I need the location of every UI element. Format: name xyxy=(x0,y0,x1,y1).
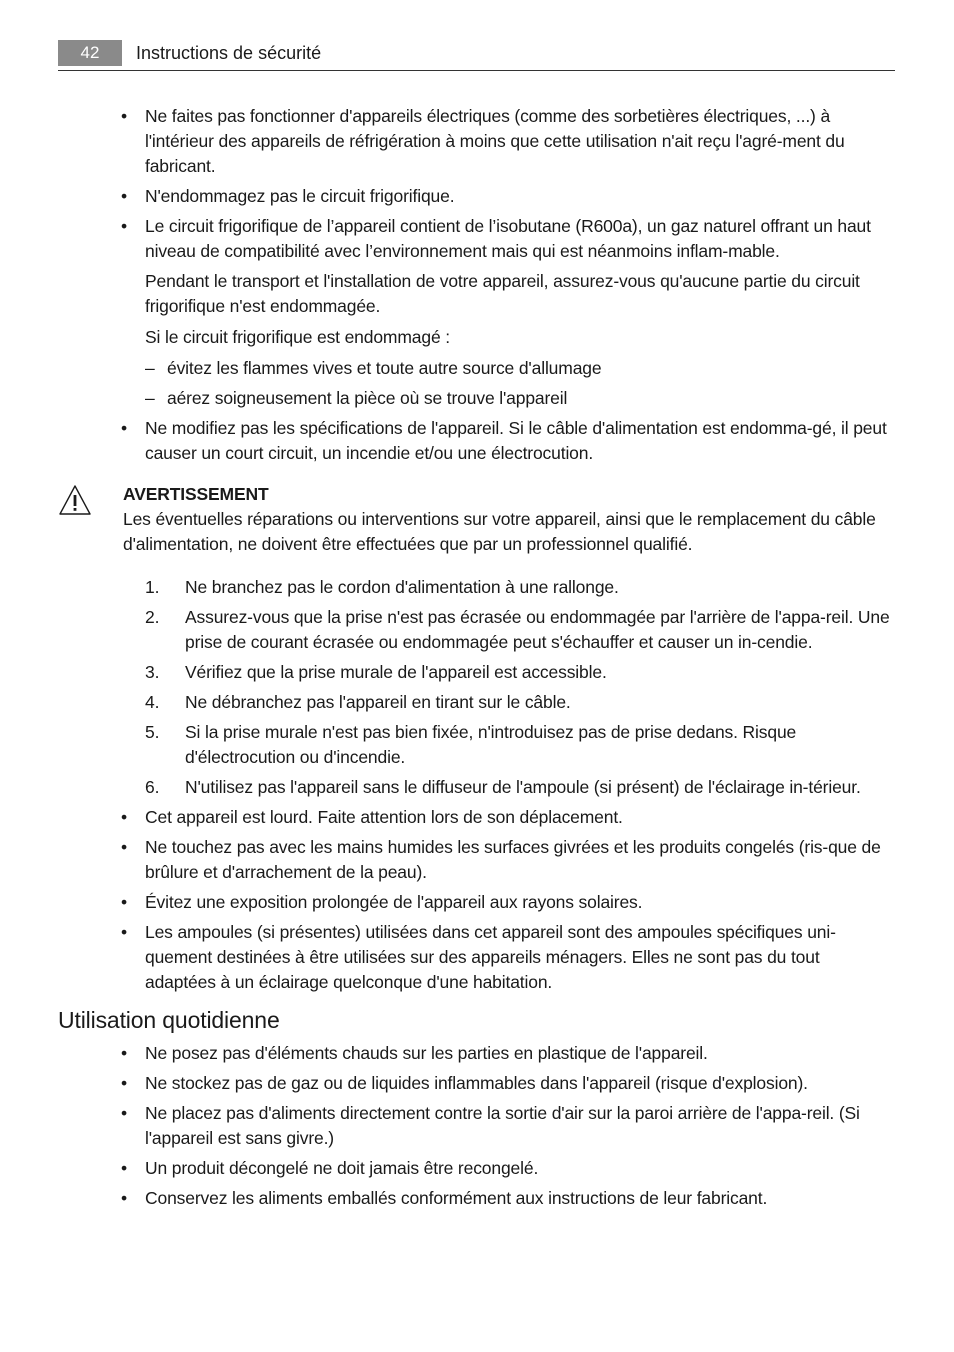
list-item-text: N'endommagez pas le circuit frigorifique. xyxy=(145,186,455,206)
list-item xyxy=(58,835,895,885)
list-item-text: Les ampoules (si présentes) utilisées dans cet appareil sont des ampoules spécifiques uni-quement destinées à être utilisées sur des appareils ménagers. Elles ne sont pas du tout adaptées à un éclairage quelconque d'une habitation. xyxy=(145,922,836,992)
warning-title: AVERTISSEMENT xyxy=(123,484,269,504)
item-number: 3. xyxy=(145,662,160,682)
numbered-item xyxy=(58,575,895,600)
page-number: 42 xyxy=(58,40,122,66)
section-heading: Utilisation quotidienne xyxy=(58,1007,280,1033)
dash-item xyxy=(58,386,895,411)
list-item xyxy=(58,1186,895,1211)
paragraph-if-damaged: Si le circuit frigorifique est endommagé : xyxy=(145,327,450,347)
bullet-mark: • xyxy=(121,892,127,912)
list-item xyxy=(58,416,895,466)
bullet-mark: • xyxy=(121,1043,127,1063)
list-item xyxy=(58,1101,895,1151)
numbered-item xyxy=(58,690,895,715)
bullet-mark: • xyxy=(121,837,127,857)
list-item-text: Évitez une exposition prolongée de l'appareil aux rayons solaires. xyxy=(145,892,643,912)
list-item-text: Ne faites pas fonctionner d'appareils électriques (comme des sorbetières électriques, ...) à l'intérieur des appareils de réfrigération à moins que cette utilisation n'ait reçu l'agré-ment du fabricant. xyxy=(145,106,845,176)
item-number: 6. xyxy=(145,777,160,797)
numbered-item xyxy=(58,660,895,685)
list-item-text: Le circuit frigorifique de l’appareil contient de l’isobutane (R600a), un gaz naturel offrant un haut niveau de compatibilité avec l’environnement mais qui est néanmoins inflam-mable. xyxy=(145,216,871,261)
page-header xyxy=(58,40,895,72)
warning-triangle-icon xyxy=(58,484,92,516)
list-item xyxy=(58,214,895,264)
numbered-item-text: Assurez-vous que la prise n'est pas écrasée ou endommagée par l'arrière de l'appa-reil. Une prise de courant écrasée ou endommagée peut s'échauffer et causer un in-cendie. xyxy=(185,607,890,652)
list-item xyxy=(58,1041,895,1066)
item-number: 4. xyxy=(145,692,160,712)
bullet-mark: • xyxy=(121,106,127,126)
numbered-item-text: Ne débranchez pas l'appareil en tirant sur le câble. xyxy=(185,692,571,712)
item-number: 5. xyxy=(145,722,160,742)
list-item xyxy=(58,890,895,915)
header-title: Instructions de sécurité xyxy=(136,43,322,63)
numbered-item xyxy=(58,775,895,800)
list-item xyxy=(58,184,895,209)
dash-item xyxy=(58,356,895,381)
page-content xyxy=(58,104,895,1216)
list-item-text: Ne posez pas d'éléments chauds sur les parties en plastique de l'appareil. xyxy=(145,1043,708,1063)
paragraph-transport: Pendant le transport et l'installation de votre appareil, assurez-vous qu'aucune partie du circuit frigorifique n'est endommagée. xyxy=(145,271,860,316)
numbered-item-text: Vérifiez que la prise murale de l'appareil est accessible. xyxy=(185,662,607,682)
bullet-mark: • xyxy=(121,186,127,206)
numbered-item xyxy=(58,605,895,655)
bullet-mark: • xyxy=(121,1188,127,1208)
bullet-mark: • xyxy=(121,216,127,236)
header-divider xyxy=(58,70,895,71)
warning-block xyxy=(58,482,895,557)
dash-mark: – xyxy=(145,388,155,408)
list-item-text: Ne stockez pas de gaz ou de liquides inflammables dans l'appareil (risque d'explosion). xyxy=(145,1073,808,1093)
list-item-text: Cet appareil est lourd. Faite attention lors de son déplacement. xyxy=(145,807,623,827)
list-item-text: Ne placez pas d'aliments directement contre la sortie d'air sur la paroi arrière de l'appa-reil. (Si l'appareil est sans givre.) xyxy=(145,1103,860,1148)
numbered-item-text: Ne branchez pas le cordon d'alimentation à une rallonge. xyxy=(185,577,619,597)
bullet-mark: • xyxy=(121,922,127,942)
bullet-mark: • xyxy=(121,1073,127,1093)
item-number: 1. xyxy=(145,577,160,597)
dash-mark: – xyxy=(145,358,155,378)
numbered-item-text: N'utilisez pas l'appareil sans le diffuseur de l'ampoule (si présent) de l'éclairage in-térieur. xyxy=(185,777,861,797)
list-item-text: Un produit décongelé ne doit jamais être recongelé. xyxy=(145,1158,539,1178)
list-item-text: Conservez les aliments emballés conformément aux instructions de leur fabricant. xyxy=(145,1188,768,1208)
item-number: 2. xyxy=(145,607,160,627)
numbered-item xyxy=(58,720,895,770)
list-item xyxy=(58,1071,895,1096)
list-item-text: Ne modifiez pas les spécifications de l'appareil. Si le câble d'alimentation est endomma-gé, il peut causer un court circuit, un incendie et/ou une électrocution. xyxy=(145,418,887,463)
list-item-text: Ne touchez pas avec les mains humides les surfaces givrées et les produits congelés (ris-que de brûlure et d'arrachement de la peau). xyxy=(145,837,881,882)
list-item xyxy=(58,104,895,179)
list-item xyxy=(58,920,895,995)
warning-text: Les éventuelles réparations ou interventions sur votre appareil, ainsi que le remplacement du câble d'alimentation, ne doivent être effectuées que par un professionnel qualifié. xyxy=(123,509,876,554)
dash-item-text: évitez les flammes vives et toute autre source d'allumage xyxy=(167,358,602,378)
list-item xyxy=(58,1156,895,1181)
dash-item-text: aérez soigneusement la pièce où se trouve l'appareil xyxy=(167,388,568,408)
bullet-mark: • xyxy=(121,1103,127,1123)
bullet-mark: • xyxy=(121,1158,127,1178)
numbered-item-text: Si la prise murale n'est pas bien fixée, n'introduisez pas de prise dedans. Risque d'électrocution ou d'incendie. xyxy=(185,722,797,767)
list-item xyxy=(58,805,895,830)
bullet-mark: • xyxy=(121,807,127,827)
bullet-mark: • xyxy=(121,418,127,438)
